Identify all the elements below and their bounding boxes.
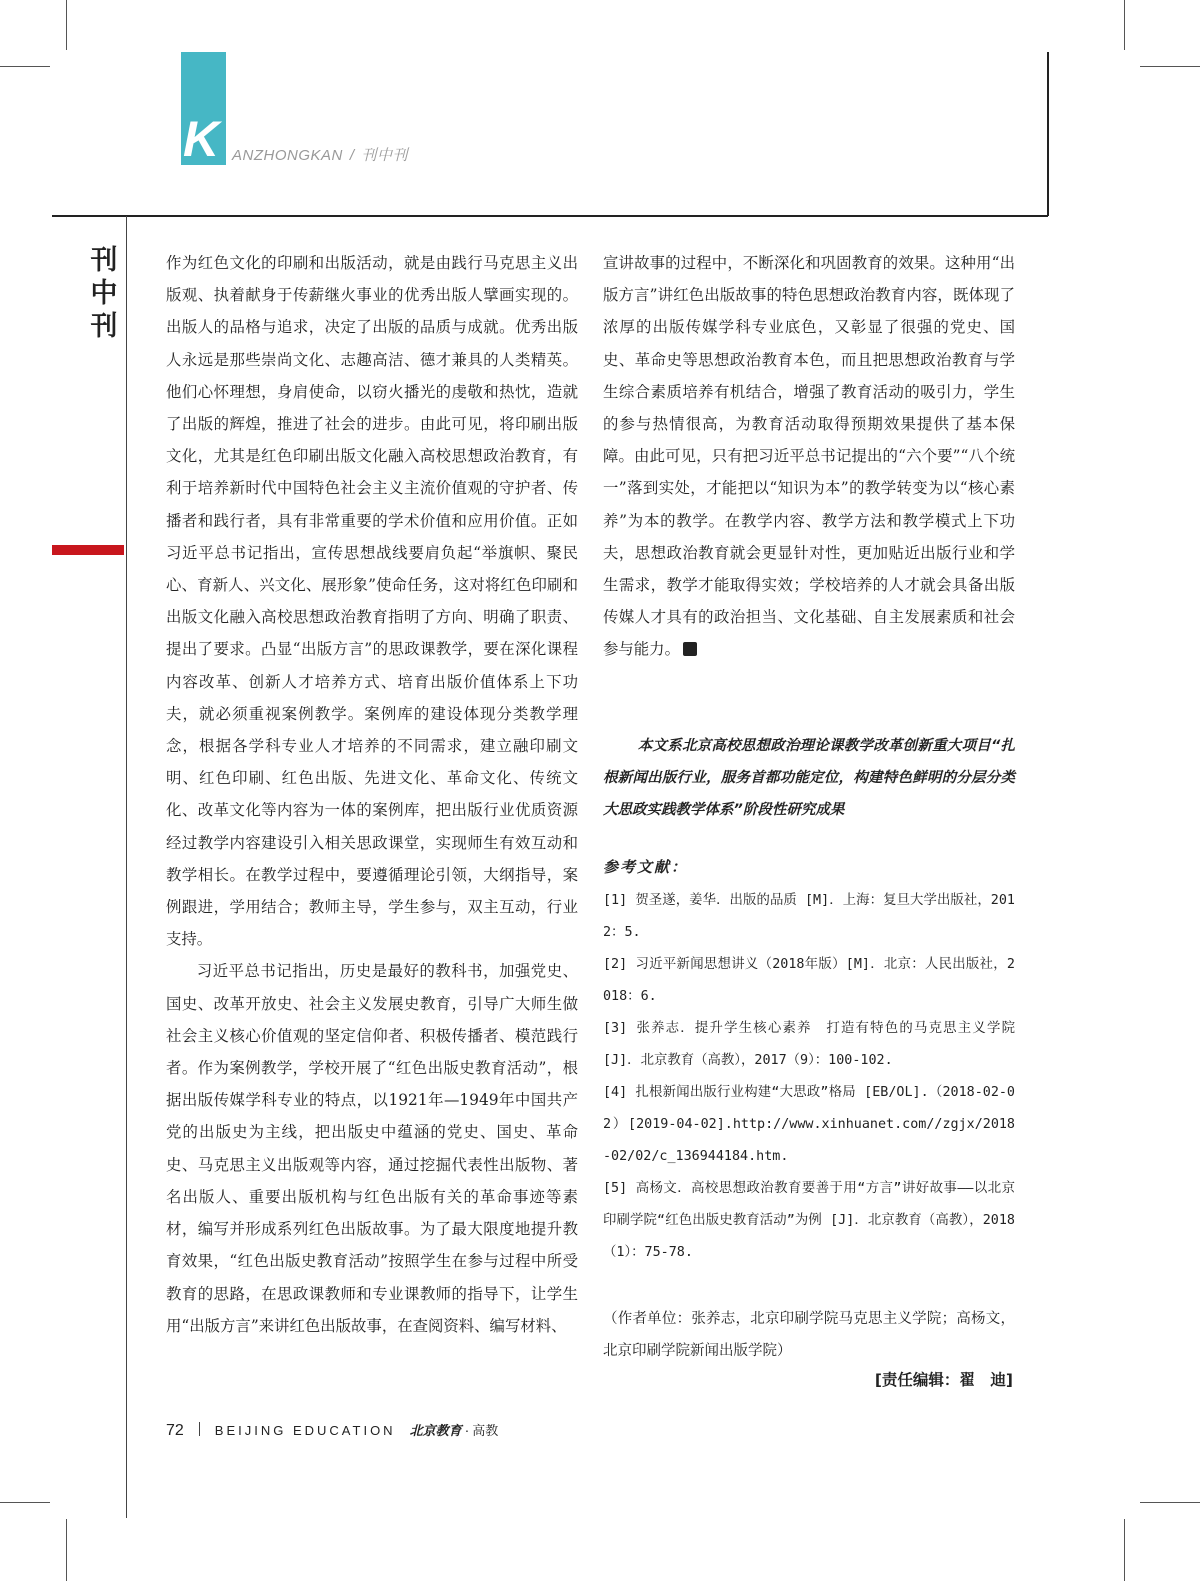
responsible-editor: [责任编辑：翟 迪] (874, 1371, 1013, 1389)
reference-item: [5] 高杨文．高校思想政治教育要善于用“方言”讲好故事——以北京印刷学院“红色出版史教育活动”为例 [J]．北京教育（高教），2018（1）：75-78. (603, 1181, 1015, 1260)
margin-accent-bar (52, 545, 124, 555)
side-section-title: 刊中刊 (90, 245, 118, 342)
body-paragraph: 习近平总书记指出，历史是最好的教科书，加强党史、国史、改革开放史、社会主义发展史教育，引导广大师生做社会主义核心价值观的坚定信仰者、积极传播者、模范践行者。作为案例教学，学校开展了“红色出版史教育活动”，根据出版传媒学科专业的特点，以1921年—1949年中国共产党的出版史为主线，把出版史中蕴涵的党史、国史、革命史、马克思主义出版观等内容，通过挖掘代表性出版物、著名出版人、重要出版机构与红色出版有关的革命事迹等素材，编写并形成系列红色出版故事。为了最大限度地提升教育效果，“红色出版史教育活动”按照学生在参与过程中所受教育的思路，在思政课教师和专业课教师的指导下，让学生用“出版方言”来讲红色出版故事，在查阅资料、编写材料、 (166, 962, 578, 1335)
reference-item: [3] 张养志．提升学生核心素养 打造有特色的马克思主义学院 [J]．北京教育（高教），2017（9）：100-102. (603, 1021, 1015, 1068)
journal-logo: 北京教育 (409, 1424, 462, 1439)
crop-mark (1140, 66, 1200, 67)
body-column-left (166, 247, 578, 1342)
header-side-rule (1047, 52, 1049, 216)
body-paragraph-text: 宣讲故事的过程中，不断深化和巩固教育的效果。这种用“出版方言”讲红色出版故事的特色思想政治教育内容，既体现了浓厚的出版传媒学科专业底色，又彰显了很强的党史、国史、革命史等思想政治教育本色，而且把思想政治教育与学生综合素质培养有机结合，增强了教育活动的吸引力，学生的参与热情很高，为教育活动取得预期效果提供了基本保障。由此可见，只有把习近平总书记提出的“六个要”“八个统一”落到实处，才能把以“知识为本”的教学转变为以“核心素养”为本的教学。在教学内容、教学方法和教学模式上下功夫，思想政治教育就会更显针对性，更加贴近出版行业和学生需求，教学才能取得实效；学校培养的人才就会具备出版传媒人才具有的政治担当、文化基础、自主发展素质和社会参与能力。 (603, 254, 1015, 659)
page-number: 72 (166, 1422, 184, 1439)
footer-dot: · (464, 1422, 470, 1438)
section-header (232, 144, 408, 165)
reference-item: [1] 贺圣遂，姜华．出版的品质 [M]．上海：复旦大学出版社，2012：5. (603, 893, 1015, 940)
body-paragraph-end (603, 247, 1015, 666)
funding-note: 本文系北京高校思想政治理论课教学改革创新重大项目“扎根新闻出版行业，服务首都功能定位，构建特色鲜明的分层分类大思政实践教学体系”阶段性研究成果 (603, 738, 1015, 818)
footer-divider (199, 1422, 200, 1436)
crop-mark (66, 0, 67, 50)
header-logo-letter: K (183, 111, 220, 167)
page-footer (166, 1420, 498, 1440)
references-list (603, 885, 1015, 1269)
body-column-right (603, 247, 1015, 666)
margin-rule (126, 216, 127, 1518)
end-mark-icon (683, 642, 697, 656)
author-affiliation: （作者单位：张养志，北京印刷学院马克思主义学院；高杨文，北京印刷学院新闻出版学院） (603, 1311, 1015, 1359)
journal-name-en: BEIJING EDUCATION (214, 1423, 396, 1438)
journal-section: 高教 (472, 1424, 499, 1439)
reference-item: [4] 扎根新闻出版行业构建“大思政”格局 [EB/OL].（2018-02-02）[2019-04-02].http://www.xinhuanet.com//zgjx/2018-02/02/c_136944184.htm. (603, 1085, 1015, 1164)
crop-mark (0, 1502, 50, 1503)
crop-mark (1124, 0, 1125, 50)
section-name-cn: 刊中刊 (361, 147, 409, 164)
crop-mark (66, 1519, 67, 1581)
reference-item: [2] 习近平新闻思想讲义（2018年版）[M]．北京：人民出版社，2018：6. (603, 957, 1015, 1004)
references-title: 参考文献： (603, 858, 689, 876)
body-paragraph: 作为红色文化的印刷和出版活动，就是由践行马克思主义出版观、执着献身于传薪继火事业的优秀出版人擘画实现的。出版人的品格与追求，决定了出版的品质与成就。优秀出版人永远是那些崇尚文化、志趣高洁、德才兼具的人类精英。他们心怀理想，身肩使命，以窃火播光的虔敬和热忱，造就了出版的辉煌，推进了社会的进步。由此可见，将印刷出版文化，尤其是红色印刷出版文化融入高校思想政治教育，有利于培养新时代中国特色社会主义主流价值观的守护者、传播者和践行者，具有非常重要的学术价值和应用价值。正如习近平总书记指出，宣传思想战线要肩负起“举旗帜、聚民心、育新人、兴文化、展形象”使命任务，这对将红色印刷和出版文化融入高校思想政治教育指明了方向、明确了职责、提出了要求。凸显“出版方言”的思政课教学，要在深化课程内容改革、创新人才培养方式、培育出版价值体系上下功夫，就必须重视案例教学。案例库的建设体现分类教学理念，根据各学科专业人才培养的不同需求，建立融印刷文明、红色印刷、红色出版、先进文化、革命文化、传统文化、改革文化等内容为一体的案例库，把出版行业优质资源经过教学内容建设引入相关思政课堂，实现师生有效互动和教学相长。在教学过程中，要遵循理论引领，大纲指导，案例跟进，学用结合；教师主导，学生参与，双主互动，行业支持。 (166, 254, 578, 949)
crop-mark (0, 66, 50, 67)
crop-mark (1140, 1502, 1200, 1503)
header-rule (52, 215, 1048, 217)
section-name-en: ANZHONGKAN (232, 147, 343, 164)
crop-mark (1124, 1519, 1125, 1581)
section-separator: / (349, 147, 355, 164)
